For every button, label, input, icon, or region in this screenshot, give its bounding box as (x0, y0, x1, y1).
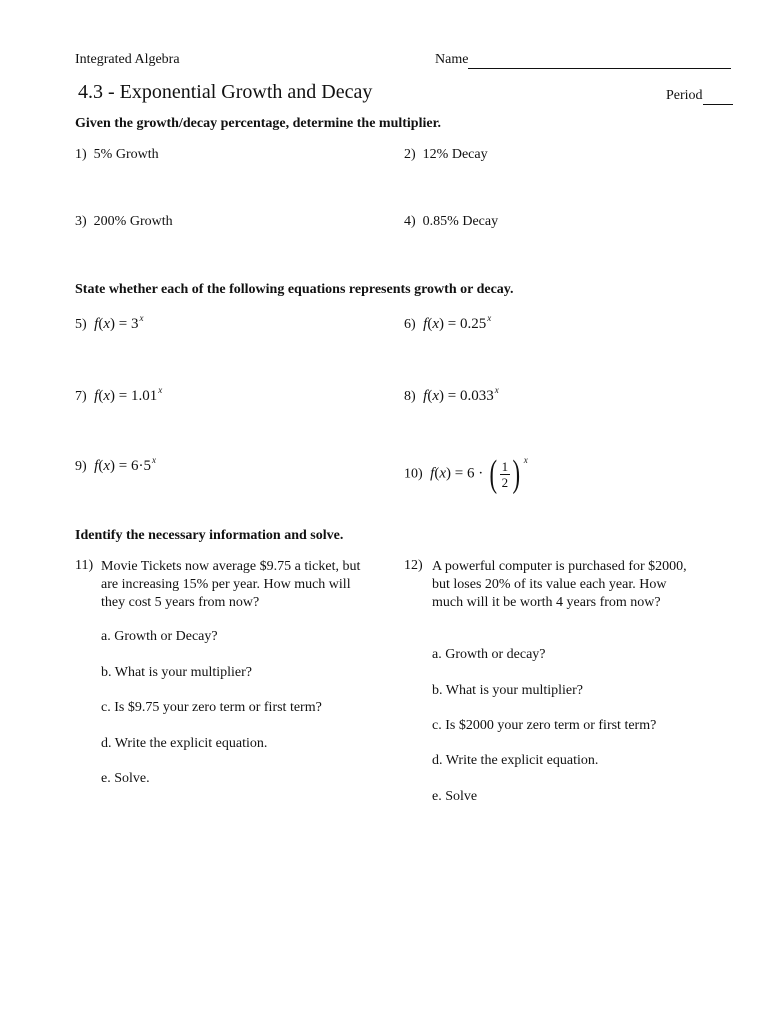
problem-11-part-c: c. Is $9.75 your zero term or first term? (101, 700, 322, 715)
problem-7: 7) $f(x) = 1.01^x$ (75, 385, 163, 404)
right-paren: ) (512, 453, 521, 495)
period-field[interactable] (666, 88, 733, 105)
problem-12-part-d: d. Write the explicit equation. (432, 753, 599, 768)
problem-number: 7) (75, 389, 87, 404)
equation-rhs: = 6·5 (118, 458, 151, 474)
exponent: x (158, 385, 163, 395)
problem-11-text: Movie Tickets now average $9.75 a ticket, but are increasing 15% per year. How much will they cost 5 years from now? (101, 559, 361, 610)
problem-text: 5% Growth (93, 147, 159, 162)
problem-4 (404, 214, 498, 230)
equation-rhs: = 1.01 (118, 388, 158, 404)
equation-rhs: = 0.033 (447, 388, 494, 404)
problem-12-part-a: a. Growth or decay? (432, 647, 546, 662)
section3-instruction: Identify the necessary information and solve. (75, 528, 344, 543)
problem-12-part-c: c. Is $2000 your zero term or first term? (432, 718, 657, 733)
worksheet-title: 4.3 - Exponential Growth and Decay (78, 81, 373, 103)
function-name: f (430, 465, 435, 482)
problem-number: 5) (75, 317, 87, 332)
function-variable: x (103, 458, 111, 474)
problem-number: 3) (75, 214, 87, 229)
period-blank[interactable] (703, 88, 733, 105)
problem-number: 4) (404, 214, 416, 229)
problem-11-part-e: e. Solve. (101, 771, 150, 786)
problem-12-text: A powerful computer is purchased for $2000, but loses 20% of its value each year. How much will it be worth 4 years from now? (432, 559, 687, 610)
problem-1 (75, 147, 159, 163)
function-name: f (423, 316, 428, 332)
problem-number: 2) (404, 147, 416, 162)
problem-5: 5) $f(x) = 3^x$ (75, 313, 144, 332)
fraction-denominator: 2 (501, 474, 509, 490)
function-name: f (423, 388, 428, 404)
section2-instruction: State whether each of the following equations represents growth or decay. (75, 282, 514, 297)
left-paren: ( (489, 453, 498, 495)
exponent: x (139, 313, 144, 323)
name-field[interactable] (435, 52, 731, 69)
name-blank[interactable] (468, 52, 731, 69)
problem-9: 9) $f(x) = 6\cdot 5^x$ (75, 455, 156, 474)
problem-number: 9) (75, 459, 87, 474)
name-label: Name (435, 52, 469, 67)
problem-2 (404, 147, 488, 163)
problem-11-part-a: a. Growth or Decay? (101, 629, 218, 644)
problem-text: 0.85% Decay (422, 214, 499, 229)
function-variable: x (432, 388, 440, 404)
exponent: x (523, 455, 528, 466)
problem-6: 6) $f(x) = 0.25^x$ (404, 313, 492, 332)
section1-instruction: Given the growth/decay percentage, determine the multiplier. (75, 116, 442, 131)
fraction-group (487, 455, 523, 493)
problem-11-part-d: d. Write the explicit equation. (101, 736, 268, 751)
problem-11-part-b: b. What is your multiplier? (101, 665, 252, 680)
problem-10: 10) f(x) = 6 · ( $\frac{1}{2}$ ) $^x$ (404, 453, 528, 495)
problem-text: 12% Decay (422, 147, 488, 162)
function-variable: x (432, 316, 440, 332)
problem-12-part-e: e. Solve (432, 789, 478, 804)
function-name: f (94, 316, 99, 332)
exponent: x (494, 385, 499, 395)
equation-rhs: = 0.25 (447, 316, 487, 332)
equation-rhs: = 3 (118, 316, 139, 332)
problem-3 (75, 214, 173, 230)
exponent: x (487, 313, 492, 323)
problem-text: 200% Growth (93, 214, 173, 229)
fraction-numerator: 1 (501, 458, 509, 474)
course-name: Integrated Algebra (75, 52, 180, 67)
problem-11-number: 11) (75, 558, 94, 573)
problem-12-number: 12) (404, 558, 423, 573)
period-label: Period (666, 88, 703, 103)
problem-number: 1) (75, 147, 87, 162)
function-name: f (94, 388, 99, 404)
equation-rhs: = 6 · (454, 465, 484, 482)
problem-8: 8) $f(x) = 0.033^x$ (404, 385, 499, 404)
problem-number: 6) (404, 317, 416, 332)
exponent: x (151, 455, 156, 465)
function-variable: x (103, 316, 111, 332)
function-name: f (94, 458, 99, 474)
function-variable: x (103, 388, 111, 404)
function-variable: x (439, 465, 447, 482)
problem-12-part-b: b. What is your multiplier? (432, 683, 583, 698)
problem-number: 10) (404, 466, 423, 482)
fraction (500, 459, 511, 490)
problem-number: 8) (404, 389, 416, 404)
